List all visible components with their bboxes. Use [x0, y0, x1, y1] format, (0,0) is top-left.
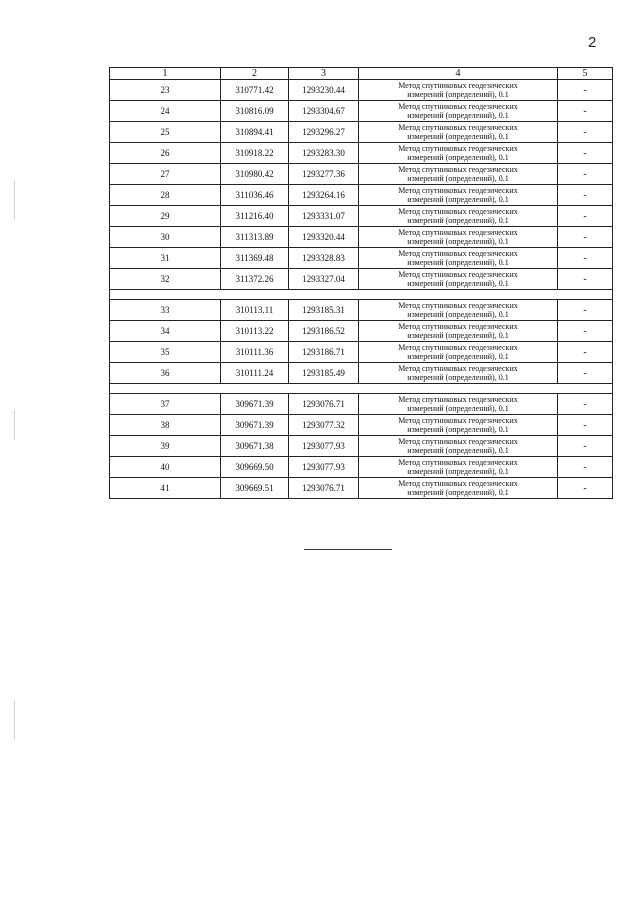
- point-number-cell: 34: [110, 321, 221, 342]
- note-cell: -: [558, 143, 613, 164]
- method-text: Метод спутниковых геодезических: [398, 322, 518, 331]
- table-row: [110, 363, 613, 384]
- note-cell: -: [558, 164, 613, 185]
- method-text: измерений (определений), 0.1: [407, 310, 509, 319]
- method-cell: [359, 206, 558, 227]
- table-row: [110, 122, 613, 143]
- table-row: [110, 394, 613, 415]
- note-cell: -: [558, 300, 613, 321]
- coordinate-x-cell: 309671.39: [221, 394, 289, 415]
- method-text: измерений (определений), 0.1: [407, 279, 509, 288]
- table-row: [110, 478, 613, 499]
- method-text: Метод спутниковых геодезических: [398, 395, 518, 404]
- method-text: Метод спутниковых геодезических: [398, 270, 518, 279]
- method-text: Метод спутниковых геодезических: [398, 186, 518, 195]
- point-number-cell: 27: [110, 164, 221, 185]
- method-text: измерений (определений), 0.1: [407, 425, 509, 434]
- point-number-cell: 35: [110, 342, 221, 363]
- method-text: измерений (определений), 0.1: [407, 331, 509, 340]
- coordinate-x-cell: 311216.40: [221, 206, 289, 227]
- method-text: Метод спутниковых геодезических: [398, 437, 518, 446]
- table-row: [110, 185, 613, 206]
- table-row: [110, 415, 613, 436]
- method-text: измерений (определений), 0.1: [407, 111, 509, 120]
- column-header: 1: [110, 68, 221, 80]
- note-cell: -: [558, 415, 613, 436]
- coordinate-y-cell: 1293076.71: [289, 478, 359, 499]
- method-text: Метод спутниковых геодезических: [398, 249, 518, 258]
- method-cell: [359, 363, 558, 384]
- table-row: [110, 457, 613, 478]
- note-cell: -: [558, 342, 613, 363]
- coordinate-x-cell: 309669.51: [221, 478, 289, 499]
- point-number-cell: 32: [110, 269, 221, 290]
- closing-line: [304, 549, 392, 550]
- table-row: [110, 143, 613, 164]
- method-cell: [359, 101, 558, 122]
- method-text: измерений (определений), 0.1: [407, 174, 509, 183]
- coordinate-x-cell: 309671.39: [221, 415, 289, 436]
- method-text: Метод спутниковых геодезических: [398, 144, 518, 153]
- coordinate-y-cell: 1293327.04: [289, 269, 359, 290]
- note-cell: -: [558, 478, 613, 499]
- method-text: измерений (определений), 0.1: [407, 352, 509, 361]
- coordinate-x-cell: 310111.24: [221, 363, 289, 384]
- column-header: 2: [221, 68, 289, 80]
- note-cell: -: [558, 457, 613, 478]
- method-cell: [359, 164, 558, 185]
- method-cell: [359, 321, 558, 342]
- column-header: 5: [558, 68, 613, 80]
- method-text: измерений (определений), 0.1: [407, 488, 509, 497]
- point-number-cell: 26: [110, 143, 221, 164]
- group-separator: [110, 290, 613, 300]
- method-cell: [359, 122, 558, 143]
- scan-edge-mark: [14, 410, 15, 440]
- column-header: 4: [359, 68, 558, 80]
- coordinate-y-cell: 1293185.31: [289, 300, 359, 321]
- method-text: Метод спутниковых геодезических: [398, 416, 518, 425]
- coordinate-y-cell: 1293320.44: [289, 227, 359, 248]
- note-cell: -: [558, 269, 613, 290]
- table-row: [110, 101, 613, 122]
- table-row: [110, 342, 613, 363]
- method-cell: [359, 143, 558, 164]
- coordinate-y-cell: 1293230.44: [289, 80, 359, 101]
- method-cell: [359, 478, 558, 499]
- method-text: измерений (определений), 0.1: [407, 373, 509, 382]
- note-cell: -: [558, 436, 613, 457]
- point-number-cell: 38: [110, 415, 221, 436]
- method-text: измерений (определений), 0.1: [407, 237, 509, 246]
- coordinate-x-cell: 311313.89: [221, 227, 289, 248]
- group-separator-cell: [110, 384, 613, 394]
- method-text: Метод спутниковых геодезических: [398, 301, 518, 310]
- point-number-cell: 33: [110, 300, 221, 321]
- method-text: Метод спутниковых геодезических: [398, 458, 518, 467]
- coordinate-y-cell: 1293185.49: [289, 363, 359, 384]
- scan-edge-mark: [14, 180, 15, 220]
- page-number: 2: [588, 34, 597, 51]
- coordinate-x-cell: 310894.41: [221, 122, 289, 143]
- table-row: [110, 164, 613, 185]
- method-text: измерений (определений), 0.1: [407, 446, 509, 455]
- method-text: измерений (определений), 0.1: [407, 216, 509, 225]
- note-cell: -: [558, 122, 613, 143]
- point-number-cell: 23: [110, 80, 221, 101]
- method-text: Метод спутниковых геодезических: [398, 364, 518, 373]
- table-row: [110, 436, 613, 457]
- table-row: [110, 80, 613, 101]
- coordinate-x-cell: 311372.26: [221, 269, 289, 290]
- method-text: измерений (определений), 0.1: [407, 467, 509, 476]
- method-text: измерений (определений), 0.1: [407, 195, 509, 204]
- note-cell: -: [558, 227, 613, 248]
- method-text: измерений (определений), 0.1: [407, 132, 509, 141]
- coordinate-y-cell: 1293264.16: [289, 185, 359, 206]
- note-cell: -: [558, 248, 613, 269]
- point-number-cell: 28: [110, 185, 221, 206]
- note-cell: -: [558, 101, 613, 122]
- group-separator: [110, 384, 613, 394]
- coordinate-y-cell: 1293077.93: [289, 436, 359, 457]
- method-text: измерений (определений), 0.1: [407, 153, 509, 162]
- coordinate-y-cell: 1293328.83: [289, 248, 359, 269]
- method-text: Метод спутниковых геодезических: [398, 123, 518, 132]
- coordinate-x-cell: 310918.22: [221, 143, 289, 164]
- coordinate-x-cell: 310771.42: [221, 80, 289, 101]
- method-text: измерений (определений), 0.1: [407, 258, 509, 267]
- point-number-cell: 40: [110, 457, 221, 478]
- coordinate-x-cell: 310111.36: [221, 342, 289, 363]
- coordinate-y-cell: 1293283.30: [289, 143, 359, 164]
- method-text: Метод спутниковых геодезических: [398, 207, 518, 216]
- group-separator-cell: [110, 290, 613, 300]
- point-number-cell: 31: [110, 248, 221, 269]
- method-cell: [359, 415, 558, 436]
- note-cell: -: [558, 363, 613, 384]
- method-text: измерений (определений), 0.1: [407, 404, 509, 413]
- table-row: [110, 206, 613, 227]
- method-cell: [359, 185, 558, 206]
- coordinate-x-cell: 310816.09: [221, 101, 289, 122]
- method-text: Метод спутниковых геодезических: [398, 228, 518, 237]
- note-cell: -: [558, 80, 613, 101]
- point-number-cell: 24: [110, 101, 221, 122]
- note-cell: -: [558, 206, 613, 227]
- method-text: Метод спутниковых геодезических: [398, 479, 518, 488]
- method-text: измерений (определений), 0.1: [407, 90, 509, 99]
- table-row: [110, 227, 613, 248]
- coordinate-y-cell: 1293304.67: [289, 101, 359, 122]
- coordinate-y-cell: 1293277.36: [289, 164, 359, 185]
- table-row: [110, 248, 613, 269]
- coordinate-x-cell: 310980.42: [221, 164, 289, 185]
- method-cell: [359, 342, 558, 363]
- coordinate-x-cell: 311369.48: [221, 248, 289, 269]
- method-cell: [359, 300, 558, 321]
- table-row: [110, 300, 613, 321]
- coordinate-y-cell: 1293296.27: [289, 122, 359, 143]
- note-cell: -: [558, 185, 613, 206]
- coordinate-y-cell: 1293186.71: [289, 342, 359, 363]
- method-cell: [359, 436, 558, 457]
- point-number-cell: 41: [110, 478, 221, 499]
- point-number-cell: 25: [110, 122, 221, 143]
- note-cell: -: [558, 394, 613, 415]
- column-header: 3: [289, 68, 359, 80]
- method-cell: [359, 269, 558, 290]
- point-number-cell: 30: [110, 227, 221, 248]
- table-header-row: [110, 68, 613, 80]
- point-number-cell: 36: [110, 363, 221, 384]
- method-text: Метод спутниковых геодезических: [398, 165, 518, 174]
- coordinate-x-cell: 309671.38: [221, 436, 289, 457]
- note-cell: -: [558, 321, 613, 342]
- method-cell: [359, 227, 558, 248]
- method-text: Метод спутниковых геодезических: [398, 81, 518, 90]
- coordinate-y-cell: 1293077.32: [289, 415, 359, 436]
- table-body: [110, 80, 613, 499]
- method-cell: [359, 457, 558, 478]
- coordinate-x-cell: 310113.11: [221, 300, 289, 321]
- coordinate-y-cell: 1293331.07: [289, 206, 359, 227]
- method-text: Метод спутниковых геодезических: [398, 343, 518, 352]
- method-cell: [359, 248, 558, 269]
- method-cell: [359, 80, 558, 101]
- table-row: [110, 269, 613, 290]
- coordinate-x-cell: 311036.46: [221, 185, 289, 206]
- table-row: [110, 321, 613, 342]
- method-text: Метод спутниковых геодезических: [398, 102, 518, 111]
- coordinate-x-cell: 309669.50: [221, 457, 289, 478]
- coordinate-x-cell: 310113.22: [221, 321, 289, 342]
- point-number-cell: 39: [110, 436, 221, 457]
- point-number-cell: 37: [110, 394, 221, 415]
- scan-edge-mark: [14, 700, 15, 740]
- coordinates-table: [109, 67, 613, 499]
- method-cell: [359, 394, 558, 415]
- coordinate-y-cell: 1293186.52: [289, 321, 359, 342]
- point-number-cell: 29: [110, 206, 221, 227]
- coordinate-y-cell: 1293076.71: [289, 394, 359, 415]
- coordinate-y-cell: 1293077.93: [289, 457, 359, 478]
